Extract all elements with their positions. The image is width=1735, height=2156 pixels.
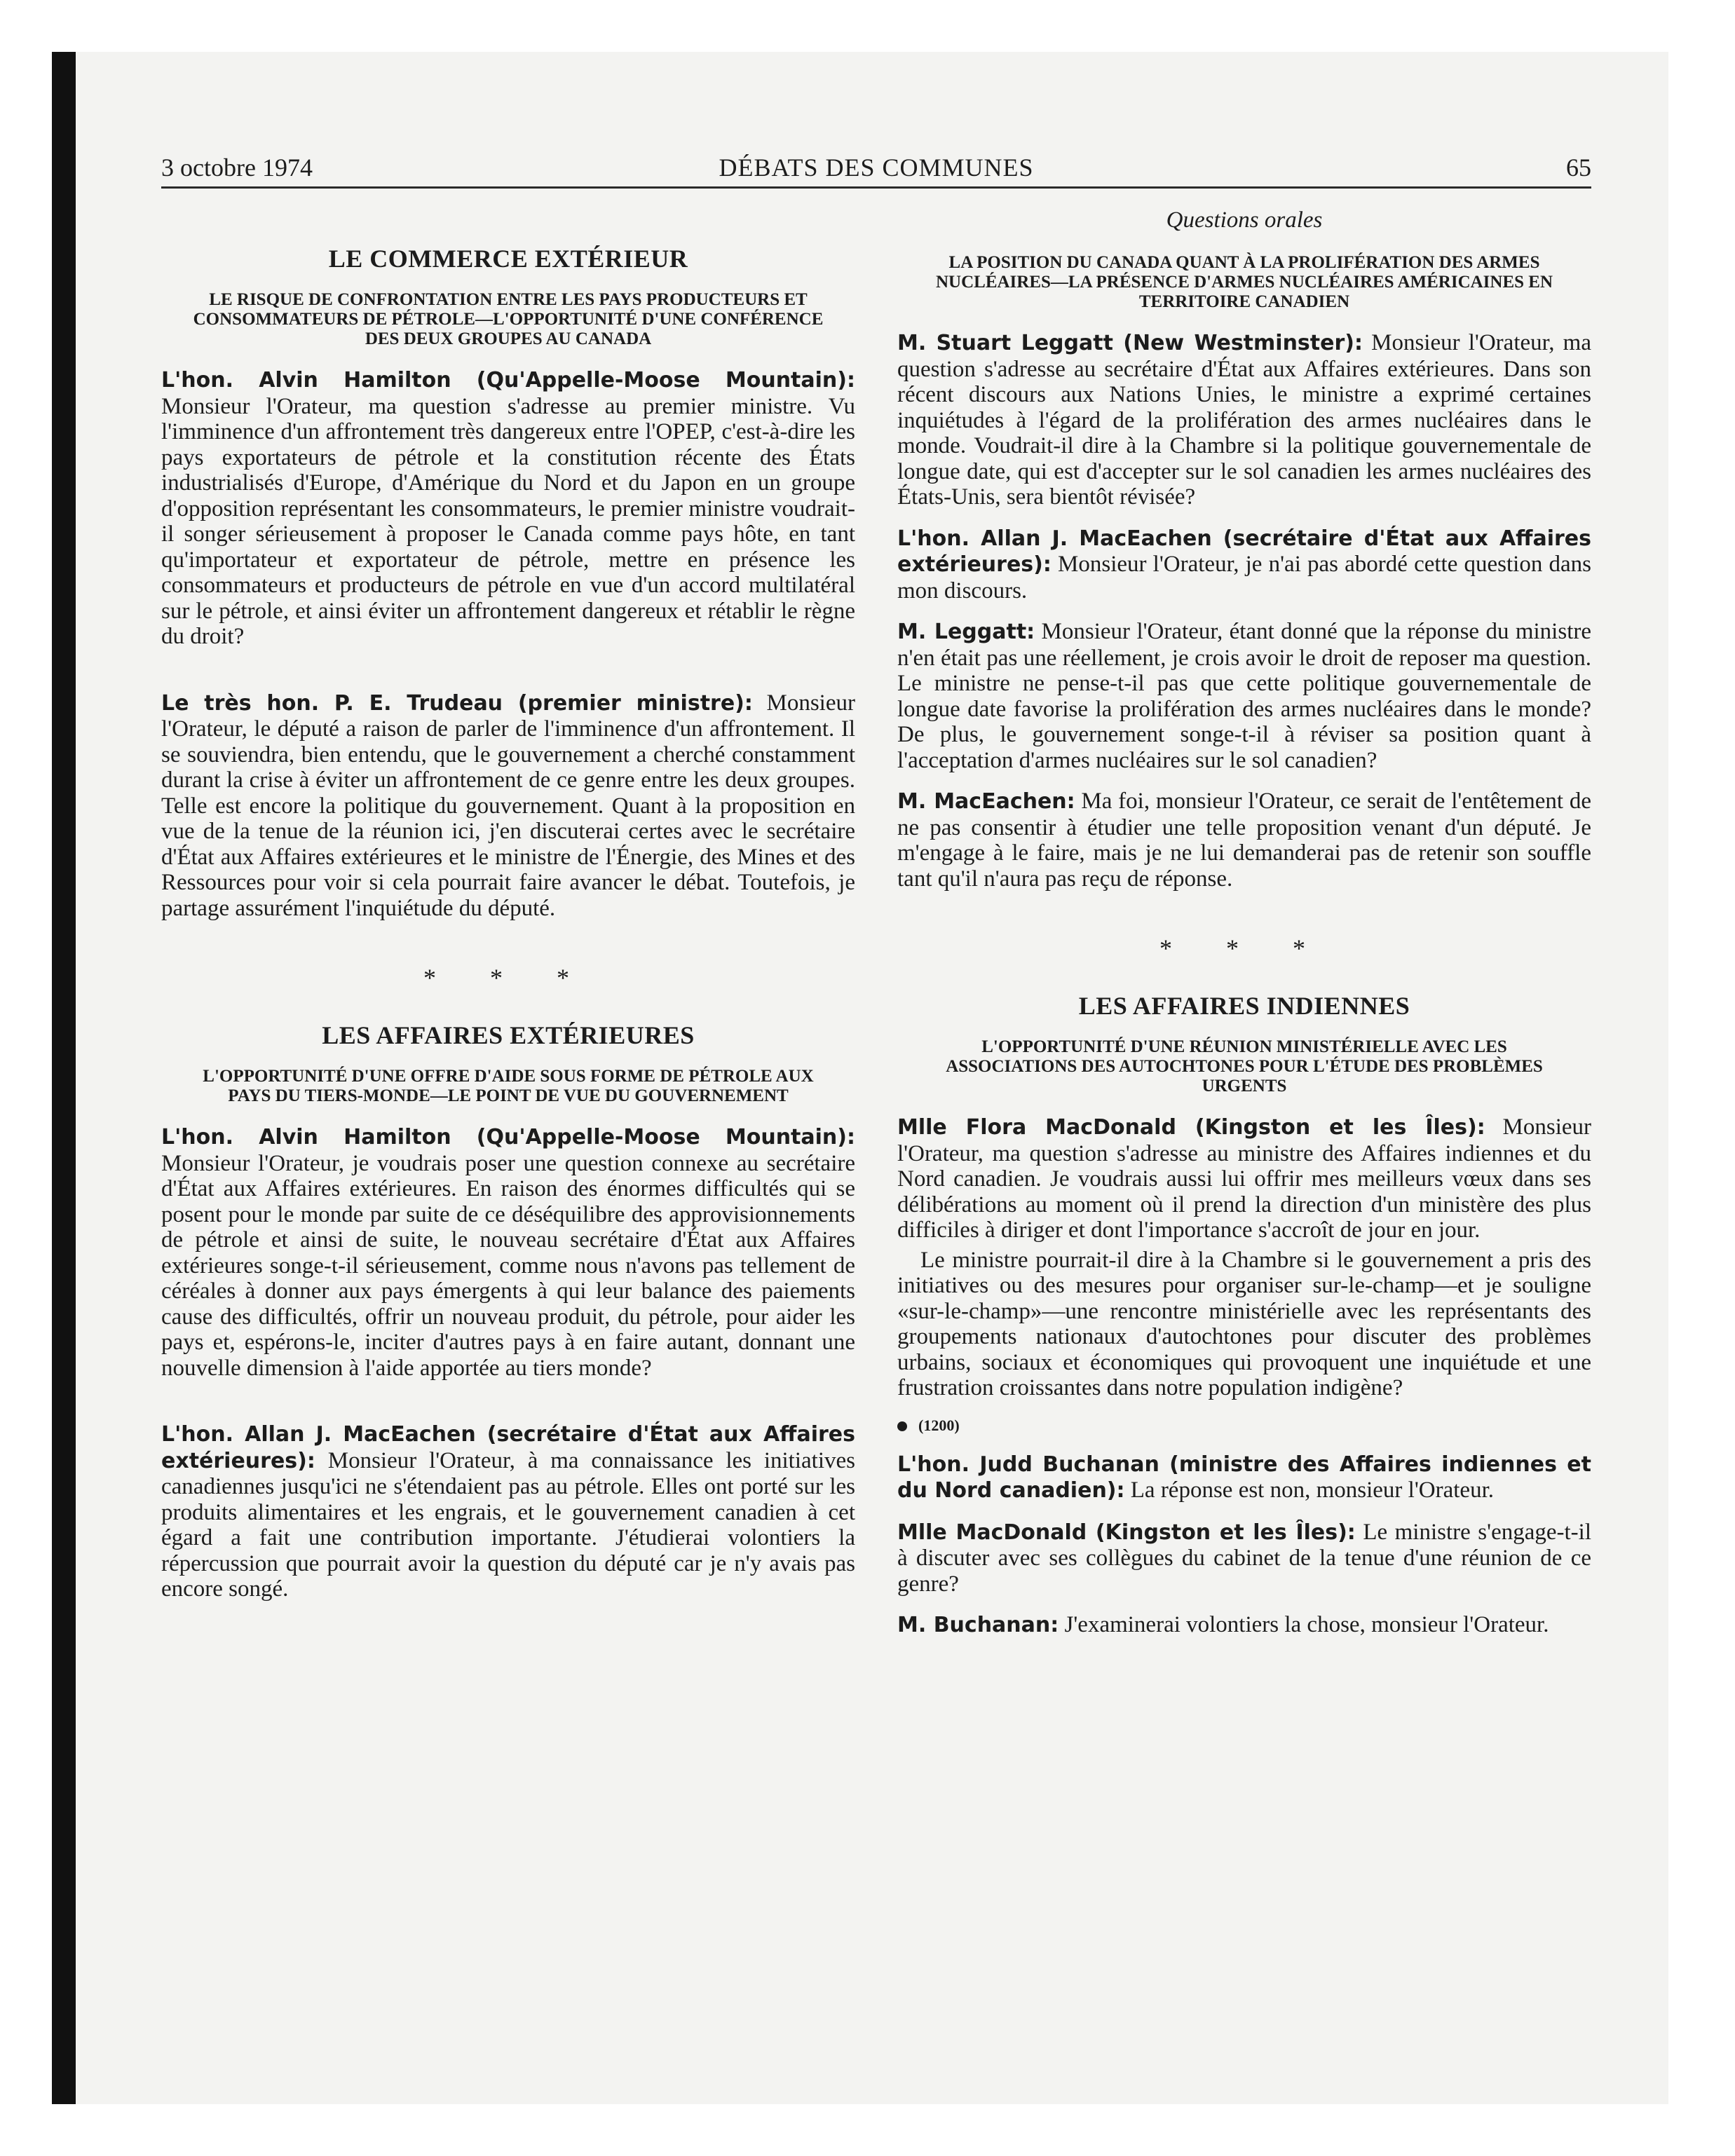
section-label: Questions orales: [1166, 207, 1323, 233]
speech-text: Le ministre s'engage-t-il à discuter avec ses collègues du cabinet de la tenue d'une réunion de ce genre?: [897, 1519, 1592, 1597]
speech-paragraph: [897, 526, 1591, 604]
speaker-name: Le très hon. P. E. Trudeau (premier ministre):: [161, 690, 753, 716]
speaker-name: M. Stuart Leggatt (New Westminster):: [897, 331, 1363, 355]
right-column: [897, 203, 1591, 1654]
speech-paragraph: [897, 330, 1591, 510]
speech-paragraph: [897, 619, 1591, 773]
speech-text: Monsieur l'Orateur, je n'ai pas abordé cette question dans mon discours.: [897, 552, 1591, 603]
section-subheading: L'OPPORTUNITÉ D'UNE RÉUNION MINISTÉRIELLE AVEC LES ASSOCIATIONS DES AUTOCHTONES POUR L'ÉTUDE DES PROBLÈMES URGENTS: [946, 1037, 1543, 1096]
time-marker-text: (1200): [918, 1416, 960, 1434]
speech-text: Monsieur l'Orateur, étant donné que la réponse du ministre n'en était pas une réellement, je crois avoir le droit de reposer ma question. Le ministre ne pense-t-il pas que cette politique gouvernementale de longue date favorise la prolifération des armes nucléaires dans le monde? De plus, le gouvernement songe-t-il à réviser sa position quant à l'acceptation d'armes nucléaires sur le sol canadien?: [897, 619, 1591, 773]
running-head: [161, 147, 1591, 189]
speaker-name: M. Leggatt:: [897, 620, 1035, 644]
speech-paragraph: [897, 1612, 1591, 1639]
speaker-name: L'hon. Allan J. MacEachen (secrétaire d'État aux Affaires extérieures):: [897, 526, 1591, 577]
speech-text: Monsieur l'Orateur, le député a raison de parler de l'imminence d'un affrontement. Il se souviendra, bien entendu, que le gouvernement a cherché constamment durant la crise à éviter un affrontement de ce genre entre les deux groupes. Telle est encore la politique du gouvernement. Quant à la proposition en vue de la tenue de la réunion ici, j'en discuterai certes avec le secrétaire d'État aux Affaires extérieures et le ministre de l'Énergie, des Mines et des Ressources pour voir si cela pourrait faire avancer le débat. Toutefois, je partage assurément l'inquiétude du député.: [161, 690, 855, 921]
section-separator: * * *: [423, 964, 593, 992]
speaker-name: M. Buchanan:: [897, 1613, 1059, 1637]
section-heading: LES AFFAIRES INDIENNES: [1078, 992, 1410, 1020]
speaker-name: Mlle Flora MacDonald (Kingston et les Îles):: [897, 1115, 1485, 1140]
speaker-name: Mlle MacDonald (Kingston et les Îles):: [897, 1520, 1356, 1545]
speech-paragraph: [161, 1124, 855, 1381]
section-heading: LE COMMERCE EXTÉRIEUR: [328, 245, 688, 273]
time-marker: [897, 1417, 1591, 1435]
page-number: 65: [1566, 153, 1591, 182]
speech-text: La réponse est non, monsieur l'Orateur.: [1124, 1478, 1494, 1503]
page: [161, 147, 1591, 2054]
header-title: DÉBATS DES COMMUNES: [719, 153, 1034, 182]
section-subheading: LE RISQUE DE CONFRONTATION ENTRE LES PAYS PRODUCTEURS ET CONSOMMATEURS DE PÉTROLE—L'OPPORTUNITÉ D'UNE CONFÉRENCE DES DEUX GROUPES AU CANADA: [193, 290, 824, 348]
header-date: 3 octobre 1974: [161, 153, 313, 182]
speech-paragraph: Le ministre pourrait-il dire à la Chambre si le gouvernement a pris des initiatives ou des mesures pour organiser sur-le-champ—et je souligne «sur-le-champ»—une rencontre ministérielle avec les représentants des groupements nationaux d'autochtones pour discuter des problèmes urbains, sociaux et économiques qui provoquent une inquiétude et une frustration croissantes dans notre population indigène?: [897, 1247, 1591, 1400]
speaker-name: L'hon. Alvin Hamilton (Qu'Appelle-Moose Mountain):: [161, 1125, 855, 1149]
speech-text: Monsieur l'Orateur, à ma connaissance les initiatives canadiennes jusqu'ici ne s'étendaient pas au pétrole. Elles ont porté sur les produits alimentaires et les engrais, et le gouvernement canadien à cet égard a fait une contribution importante. J'étudierai volontiers la répercussion que pourrait avoir la question du député car je n'y avais pas encore songé.: [161, 1447, 855, 1602]
speech-text: J'examinerai volontiers la chose, monsieur l'Orateur.: [1059, 1612, 1549, 1637]
speech-paragraph: [897, 789, 1591, 892]
bullet-icon: [897, 1421, 907, 1431]
section-subheading: LA POSITION DU CANADA QUANT À LA PROLIFÉRATION DES ARMES NUCLÉAIRES—LA PRÉSENCE D'ARMES NUCLÉAIRES AMÉRICAINES EN TERRITOIRE CANADIEN: [935, 253, 1553, 311]
speech-paragraph: [161, 1421, 855, 1602]
speech-paragraph: [897, 1520, 1591, 1597]
speech-text: Ma foi, monsieur l'Orateur, ce serait de l'entêtement de ne pas consentir à étudier une telle proposition venant d'un député. Je m'engage à le faire, mais je ne lui demanderai pas de retenir son souffle tant qu'il n'aura pas reçu de réponse.: [897, 789, 1591, 892]
speech-text: Monsieur l'Orateur, ma question s'adresse au ministre des Affaires indiennes et du Nord canadien. Je voudrais aussi lui offrir mes meilleurs vœux dans ses délibérations au moment où il prend la direction d'un ministère des plus difficiles à diriger et dont l'importance s'accroît de jour en jour.: [897, 1114, 1591, 1243]
scan-edge-bar: [52, 52, 76, 2104]
speaker-name: M. MacEachen:: [897, 789, 1075, 814]
speech-paragraph: [161, 690, 855, 922]
section-separator: * * *: [1159, 934, 1329, 962]
left-column: [161, 203, 855, 1618]
section-heading: LES AFFAIRES EXTÉRIEURES: [322, 1021, 695, 1049]
speech-paragraph: [161, 367, 855, 650]
speech-text: Monsieur l'Orateur, je voudrais poser une question connexe au secrétaire d'État aux Affaires extérieures. En raison des énormes difficultés qui se posent pour le monde par suite de ce déséquilibre des approvisionnements de pétrole et ainsi de suite, le nouveau secrétaire d'État aux Affaires extérieures songe-t-il sérieusement, comme nous n'avons pas tellement de céréales à donner aux pays émergents à qui leur balance des paiements cause des difficultés, offrir un nouveau produit, du pétrole, pour aider les pays et, espérons-le, inciter d'autres pays à en faire autant, donnant une nouvelle dimension à l'aide apportée au tiers monde?: [161, 1150, 855, 1381]
speech-text: Monsieur l'Orateur, ma question s'adresse au secrétaire d'État aux Affaires extérieures. Dans son récent discours aux Nations Unies, le ministre a exprimé certaines inquiétudes à l'égard de la prolifération des armes nucléaires dans le monde. Voudrait-il dire à la Chambre si la politique gouvernementale de longue date, qui est d'accepter sur le sol canadien les armes nucléaires des États-Unis, sera bientôt révisée?: [897, 330, 1591, 510]
speaker-name: L'hon. Judd Buchanan (ministre des Affaires indiennes et du Nord canadien):: [897, 1452, 1591, 1503]
speech-text: Monsieur l'Orateur, ma question s'adresse au premier ministre. Vu l'imminence d'un affrontement très dangereux entre l'OPEP, c'est-à-dire les pays exportateurs de pétrole et la constitution récente des États industrialisés d'Europe, d'Amérique du Nord et du Japon en un groupe d'opposition représentant les consommateurs, le premier ministre voudrait-il songer sérieusement à proposer le Canada comme pays hôte, en tant qu'importateur et exportateur de pétrole, mettre en présence les consommateurs et producteurs de pétrole en vue d'un accord multilatéral sur le pétrole, et ainsi éviter un affrontement dangereux et rétablir le règne du droit?: [161, 393, 855, 649]
speech-paragraph: [897, 1452, 1591, 1504]
section-subheading: L'OPPORTUNITÉ D'UNE OFFRE D'AIDE SOUS FORME DE PÉTROLE AUX PAYS DU TIERS-MONDE—LE POINT DE VUE DU GOUVERNEMENT: [203, 1067, 814, 1105]
speech-paragraph: [897, 1114, 1591, 1243]
speaker-name: L'hon. Alvin Hamilton (Qu'Appelle-Moose Mountain):: [161, 368, 855, 393]
speaker-name: L'hon. Allan J. MacEachen (secrétaire d'État aux Affaires extérieures):: [161, 1422, 855, 1473]
